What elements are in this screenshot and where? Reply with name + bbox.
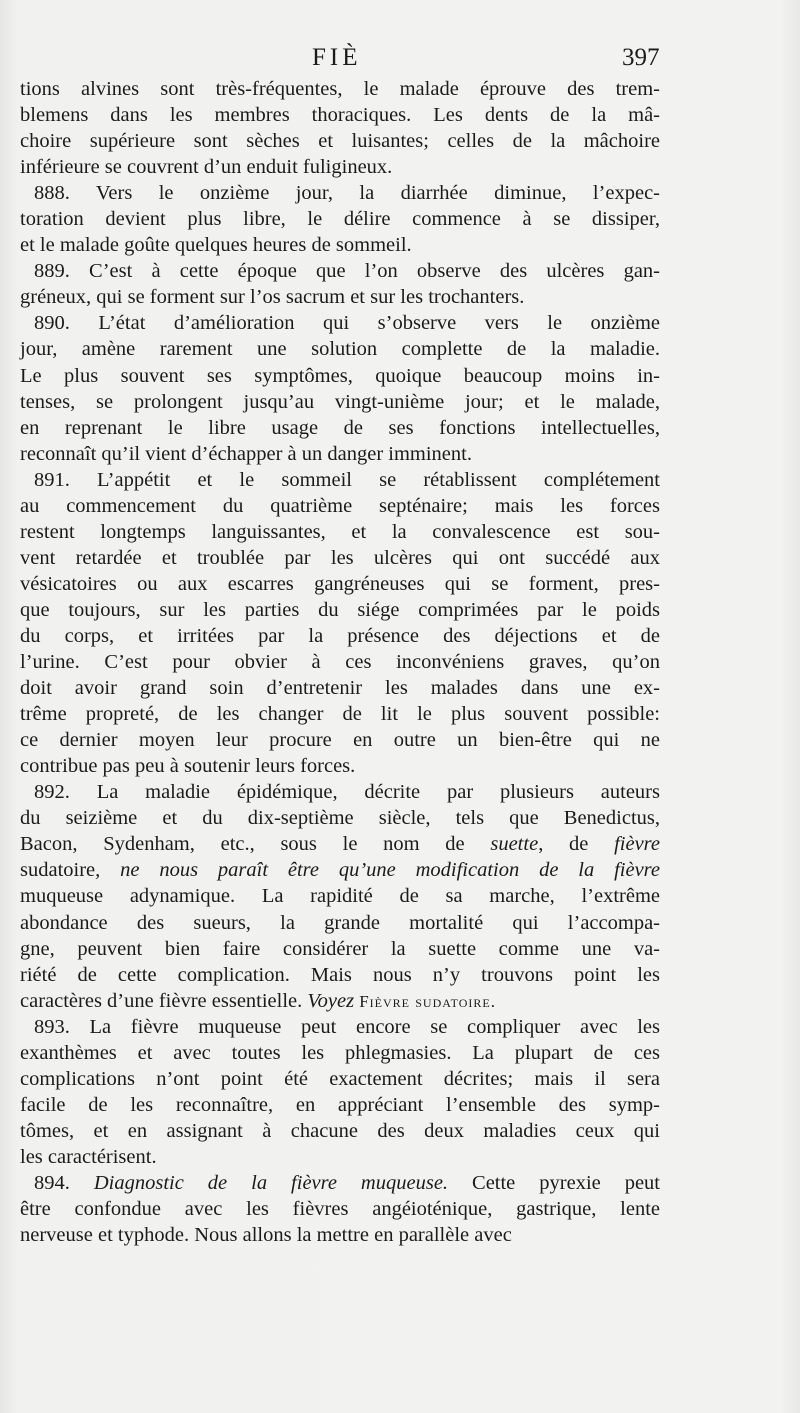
text-line: toration devient plus libre, le délire commence à se dissiper,: [20, 208, 660, 231]
paragraph: [20, 180, 660, 258]
text-line: blemens dans les membres thoraciques. Les dents de la mâ-: [20, 104, 660, 127]
text-line: 890. L’état d’amélioration qui s’observe vers le onzième: [34, 312, 660, 335]
page-header: [0, 44, 800, 78]
paragraph: [20, 467, 660, 780]
text-line: exanthèmes et avec toutes les phlegmasies. La plupart de ces: [20, 1041, 660, 1064]
text-line: du seizième et du dix-septième siècle, tels que Benedictus,: [20, 807, 660, 830]
text-line: restent longtemps languissantes, et la convalescence est sou-: [20, 520, 660, 543]
page-number: 397: [622, 44, 660, 71]
text-line: caractères d’une fièvre essentielle. Voyez Fièvre sudatoire.: [20, 989, 496, 1012]
paragraph: [20, 779, 660, 1013]
text-line: inférieure se couvrent d’un enduit fuligineux.: [20, 156, 393, 179]
text-line: que toujours, sur les parties du siége comprimées par le poids: [20, 598, 660, 621]
text-line: être confondue avec les fièvres angéioténique, gastrique, lente: [20, 1198, 660, 1221]
text-line: nerveuse et typhode. Nous allons la mettre en parallèle avec: [20, 1224, 512, 1247]
text-line: l’urine. C’est pour obvier à ces inconvéniens graves, qu’on: [20, 651, 660, 674]
text-line: complications n’ont point été exactement décrites; mais il sera: [20, 1067, 660, 1090]
text-line: tions alvines sont très-fréquentes, le malade éprouve des trem-: [20, 78, 660, 100]
text-line: muqueuse adynamique. La rapidité de sa marche, l’extrême: [20, 885, 660, 908]
text-line: sudatoire, ne nous paraît être qu’une modification de la fièvre: [20, 859, 660, 882]
text-line: 894. Diagnostic de la fièvre muqueuse. Cette pyrexie peut: [34, 1171, 661, 1194]
text-line: tômes, et en assignant à chacune des deux maladies ceux qui: [20, 1119, 660, 1142]
text-line: tenses, se prolongent jusqu’au vingt-unième jour; et le malade,: [20, 390, 660, 413]
text-line: gne, peuvent bien faire considérer la suette comme une va-: [20, 937, 660, 960]
text-line: jour, amène rarement une solution complette de la maladie.: [20, 338, 660, 361]
paragraph: [20, 1014, 660, 1170]
text-line: Bacon, Sydenham, etc., sous le nom de suette, de fièvre: [20, 833, 660, 856]
text-line: Le plus souvent ses symptômes, quoique beaucoup moins in-: [20, 364, 660, 387]
text-line: du corps, et irritées par la présence des déjections et de: [20, 624, 660, 647]
text-line: vésicatoires ou aux escarres gangréneuses qui se forment, pres-: [20, 572, 660, 595]
text-line: vent retardée et troublée par les ulcères qui ont succédé aux: [20, 546, 660, 569]
page-body: [20, 76, 660, 1248]
text-line: 893. La fièvre muqueuse peut encore se compliquer avec les: [34, 1015, 660, 1038]
text-line: ce dernier moyen leur procure en outre un bien-être qui ne: [20, 729, 660, 752]
text-line: 889. C’est à cette époque que l’on observe des ulcères gan-: [34, 260, 660, 283]
text-line: les caractérisent.: [20, 1145, 157, 1168]
running-head: FIÈ: [312, 44, 362, 71]
paragraph: [20, 76, 660, 180]
text-line: 891. L’appétit et le sommeil se rétablissent complétement: [34, 468, 660, 491]
text-line: riété de cette complication. Mais nous n’y trouvons point les: [20, 963, 660, 986]
text-line: au commencement du quatrième septénaire; mais les forces: [20, 494, 660, 517]
text-line: choire supérieure sont sèches et luisantes; celles de la mâchoire: [20, 130, 660, 153]
text-line: 888. Vers le onzième jour, la diarrhée diminue, l’expec-: [34, 182, 660, 205]
text-line: reconnaît qu’il vient d’échapper à un danger imminent.: [20, 442, 472, 465]
text-line: trême propreté, de les changer de lit le plus souvent possible:: [20, 703, 660, 726]
text-line: facile de les reconnaître, en appréciant l’ensemble des symp-: [20, 1093, 660, 1116]
paragraph: [20, 1170, 660, 1248]
text-line: contribue pas peu à soutenir leurs forces.: [20, 755, 356, 778]
paragraph: [20, 310, 660, 466]
text-line: gréneux, qui se forment sur l’os sacrum et sur les trochanters.: [20, 286, 525, 309]
text-line: abondance des sueurs, la grande mortalité qui l’accompa-: [20, 911, 660, 934]
paragraph: [20, 258, 660, 310]
text-line: 892. La maladie épidémique, décrite par plusieurs auteurs: [34, 781, 660, 804]
text-line: doit avoir grand soin d’entretenir les malades dans une ex-: [20, 677, 660, 700]
text-line: et le malade goûte quelques heures de sommeil.: [20, 234, 412, 257]
text-line: en reprenant le libre usage de ses fonctions intellectuelles,: [20, 416, 660, 439]
